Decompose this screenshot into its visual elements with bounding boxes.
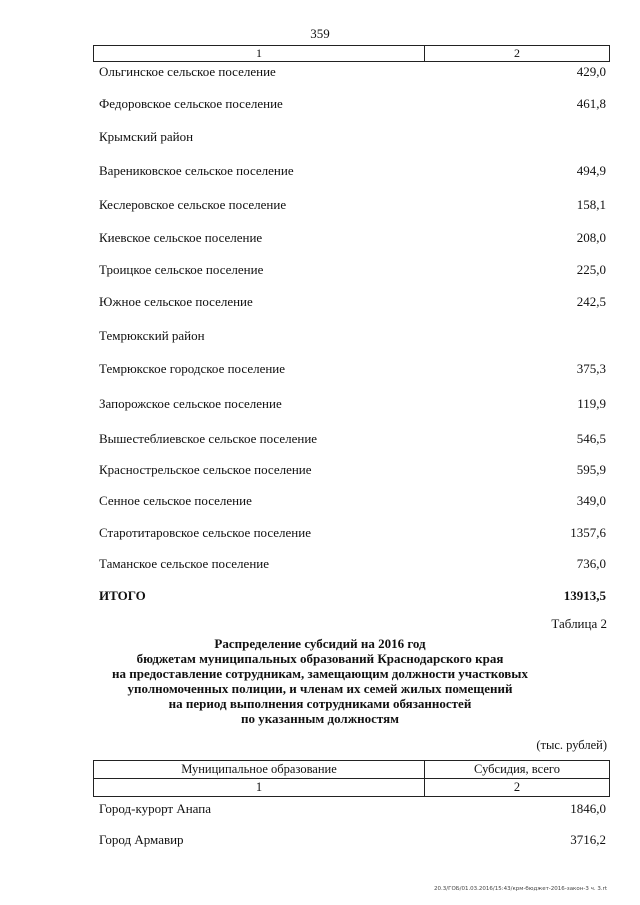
table-row	[99, 832, 606, 848]
table-row	[99, 294, 606, 310]
total-row	[99, 588, 606, 604]
subsidy-value: 494,9	[576, 163, 606, 178]
total-label: ИТОГО	[99, 588, 146, 603]
municipality-name: Старотитаровское сельское поселение	[99, 525, 311, 540]
municipality-name: Троицкое сельское поселение	[99, 262, 264, 277]
subsidy-value: 119,9	[577, 396, 606, 411]
table2-header	[93, 760, 610, 797]
table-row	[99, 230, 606, 246]
municipality-name: Город-курорт Анапа	[99, 801, 212, 816]
table-title	[80, 636, 560, 726]
municipality-name: Город Армавир	[99, 832, 184, 847]
district-heading-row	[99, 328, 606, 344]
municipality-name: Краснострельское сельское поселение	[99, 462, 312, 477]
municipality-name: Варениковское сельское поселение	[99, 163, 294, 178]
title-line: бюджетам муниципальных образований Краснодарского края	[136, 651, 504, 666]
district-name: Темрюкский район	[99, 328, 205, 343]
table-row	[99, 462, 606, 478]
municipality-name: Таманское сельское поселение	[99, 556, 269, 571]
subsidy-value: 225,0	[576, 262, 606, 277]
table-row	[99, 361, 606, 377]
district-name: Крымский район	[99, 129, 194, 144]
units-label: (тыс. рублей)	[536, 738, 607, 752]
table-row	[99, 64, 606, 80]
table-row	[99, 801, 606, 817]
subsidy-value: 375,3	[576, 361, 606, 376]
total-value: 13913,5	[563, 588, 606, 603]
municipality-name: Кеслеровское сельское поселение	[99, 197, 287, 212]
subsidy-value: 736,0	[576, 556, 606, 571]
footer-note: 20.3/ГОБ/01.03.2016/15:43/крм-бюджет-2016-закон-3 ч. 3.rt	[434, 886, 607, 892]
municipality-name: Федоровское сельское поселение	[99, 96, 283, 111]
table-row	[99, 197, 606, 213]
table-row	[99, 431, 606, 447]
column-number-2: 2	[514, 46, 520, 60]
column-number-1: 1	[94, 46, 425, 61]
table-row	[99, 556, 606, 572]
subsidy-value: 349,0	[576, 493, 606, 508]
table-row	[99, 525, 606, 541]
subsidy-value: 3716,2	[570, 832, 606, 847]
municipality-name: Темрюкское городское поселение	[99, 361, 286, 376]
column-number-1: 1	[94, 779, 425, 796]
page-number: 359	[310, 26, 330, 41]
municipality-name: Ольгинское сельское поселение	[99, 64, 276, 79]
subsidy-value: 595,9	[576, 462, 606, 477]
subsidy-value: 546,5	[576, 431, 606, 446]
column-number-2: 2	[513, 780, 521, 794]
table-row	[99, 493, 606, 509]
table-header-numbers	[93, 45, 610, 62]
column-header-municipality: Муниципальное образование	[94, 761, 425, 778]
column-header-subsidy: Субсидия, всего	[474, 762, 560, 776]
title-line: по указанным должностям	[241, 711, 399, 726]
title-line: на предоставление сотрудникам, замещающим должности участковых	[112, 666, 528, 681]
subsidy-value: 429,0	[576, 64, 606, 79]
municipality-name: Сенное сельское поселение	[99, 493, 252, 508]
table-row	[99, 96, 606, 112]
municipality-name: Южное сельское поселение	[99, 294, 253, 309]
table-row	[99, 396, 606, 412]
subsidy-value: 1357,6	[570, 525, 606, 540]
subsidy-value: 1846,0	[570, 801, 606, 816]
subsidy-value: 242,5	[576, 294, 606, 309]
table-label: Таблица 2	[551, 616, 607, 631]
municipality-name: Вышестеблиевское сельское поселение	[99, 431, 318, 446]
subsidy-value: 208,0	[576, 230, 606, 245]
title-line: на период выполнения сотрудниками обязанностей	[168, 696, 472, 711]
subsidy-value: 461,8	[576, 96, 606, 111]
municipality-name: Запорожское сельское поселение	[99, 396, 282, 411]
table-row	[99, 262, 606, 278]
title-line: уполномоченных полиции, и членам их семей жилых помещений	[127, 681, 513, 696]
municipality-name: Киевское сельское поселение	[99, 230, 263, 245]
table-row	[99, 163, 606, 179]
title-line: Распределение субсидий на 2016 год	[214, 636, 426, 651]
subsidy-value: 158,1	[576, 197, 606, 212]
district-heading-row	[99, 129, 606, 145]
